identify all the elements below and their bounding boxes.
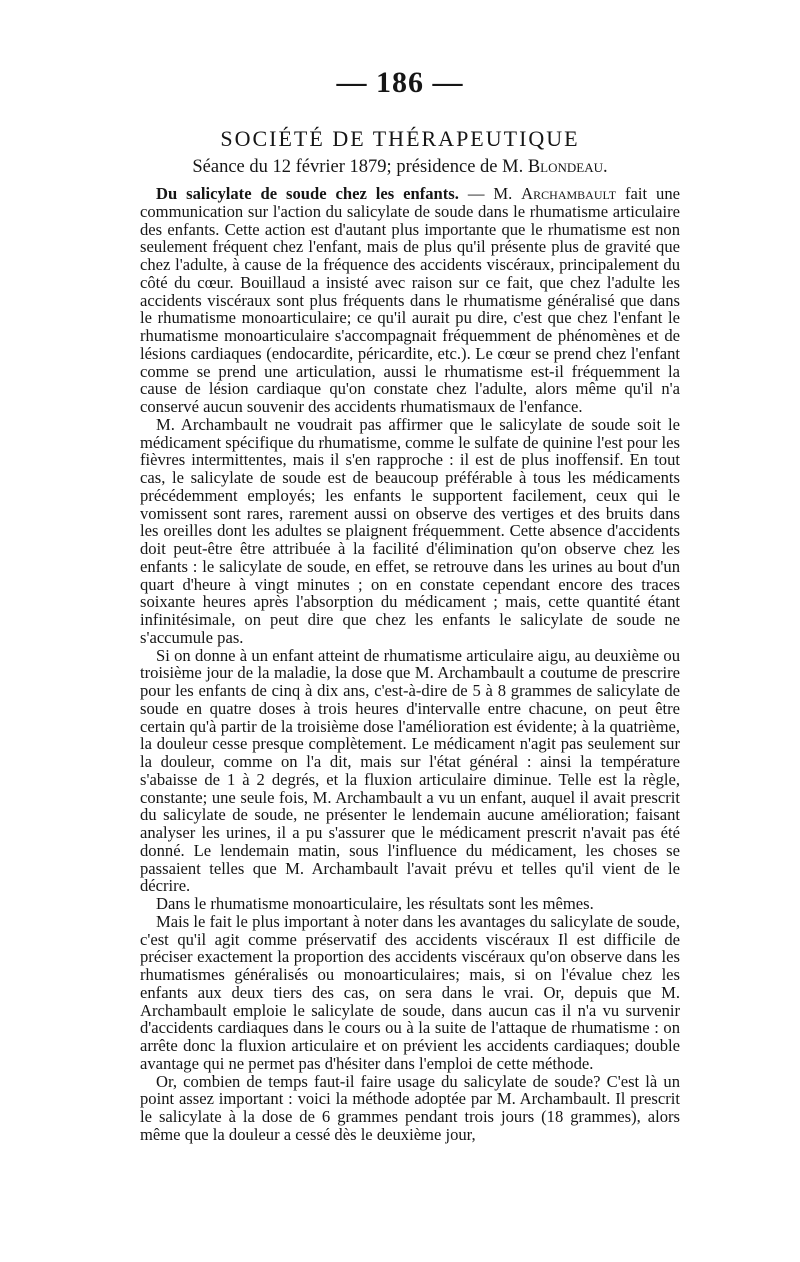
paragraph-5: Mais le fait le plus important à noter dans les avantages du salicylate de soude, c'est qu'il agit comme préservatif des accidents viscéraux Il est difficile de préciser exactement la proportion des accidents viscéraux qu'on observe dans les rhumatismes généralisés ou monoarticulaires; mais, si on l'évalue chez les enfants aux deux tiers des cas, on sera dans le vrai. Or, depuis que M. Archambault emploie le salicylate de soude, dans aucun cas il n'a vu survenir d'accidents cardiaques dans le cours ou à la suite de l'attaque de rhumatisme : on arrête donc la fluxion articulaire et on prévient les accidents cardiaques; double avantage qui ne permet pas d'hésiter dans l'emploi de cette méthode. <box>140 911 680 1073</box>
paragraph-3: Si on donne à un enfant atteint de rhumatisme articulaire aigu, au deuxième ou troisième jour de la maladie, la dose que M. Archambault a coutume de prescrire pour les enfants de cinq à dix ans, c'est-à-dire de 5 à 8 grammes de salicylate de soude en quatre doses à trois heures d'intervalle entre chacune, on peut être certain qu'à partir de la troisième dose l'amélioration est évidente; à la quatrième, la douleur cesse presque complètement. Le médicament n'agit pas seulement sur la douleur, comme on l'a dit, mais sur l'état général : ainsi la température s'abaisse de 1 à 2 degrés, et la fluxion articulaire diminue. Telle est la règle, constante; une seule fois, M. Archambault a vu un enfant, auquel il avait prescrit du salicylate de soude, ne présenter le lendemain aucune amélioration; faisant analyser les urines, il a pu s'assurer que le médicament prescrit n'avait pas été donné. Le lendemain matin, sous l'influence du médicament, les choses se passaient telles que M. Archambault l'avait prévu et telles qu'il vient de le décrire. <box>140 645 680 896</box>
article-body <box>140 185 680 1144</box>
session-president: Blondeau. <box>527 157 608 177</box>
page-number: — 186 — <box>336 66 464 99</box>
paragraph-1 <box>140 185 680 416</box>
title-dash: — M. <box>458 184 522 203</box>
paragraph-1-text: fait une communication sur l'action du salicylate de soude dans le rhumatisme articulaire des enfants. Cette action est d'autant plus importante que le rhumatisme est non seulement fréquent chez l'enfant, mais de plus qu'il présente plus de gravité que chez l'adulte, à cause de la fréquence des accidents viscéraux, principalement du côté du cœur. Bouillaud a insisté avec raison sur ce fait, que chez l'adulte les accidents viscéraux sont plus fréquents dans le rhumatisme généralisé que dans le rhumatisme monoarticulaire; ce qu'il aurait pu dire, c'est que chez l'enfant le rhumatisme monoarticulaire s'accompagnait fréquemment de phénomènes et de lésions cardiaques (endocardite, péricardite, etc.). Le cœur se prend chez l'enfant comme se prend une articulation, aussi le rhumatisme est-il fréquemment la cause de lésion cardiaque qu'on constate chez l'adulte, alors même qu'il n'a conservé aucun souvenir des accidents rhumatismaux de l'enfance. <box>140 184 680 416</box>
session-line <box>0 157 800 178</box>
article-title: Du salicylate de soude chez les enfants. <box>156 184 459 203</box>
session-prefix: Séance du 12 février 1879; présidence de M. <box>192 157 524 177</box>
paragraph-4: Dans le rhumatisme monoarticulaire, les résultats sont les mêmes. <box>156 894 594 913</box>
paragraph-6: Or, combien de temps faut-il faire usage du salicylate de soude? C'est là un point assez important : voici la méthode adoptée par M. Archambault. Il prescrit le salicylate à la dose de 6 grammes pendant trois jours (18 grammes), alors même que la douleur a cessé dès le deuxième jour, <box>140 1071 680 1144</box>
article-author: Archambault <box>521 184 617 203</box>
paragraph-2: M. Archambault ne voudrait pas affirmer que le salicylate de soude soit le médicament spécifique du rhumatisme, comme le sulfate de quinine l'est pour les fièvres intermittentes, mais il s'en rapproche : il est de plus inoffensif. En tout cas, le salicylate de soude est de beaucoup préférable à tous les médicaments précédemment employés; les enfants le supportent facilement, ceux qui le vomissent sont rares, rarement aussi on observe des vertiges et des bruits dans les oreilles dont les adultes se plaignent fréquemment. Cette absence d'accidents doit peut-être être attribuée à la facilité d'élimination qu'on observe chez les enfants : le salicylate de soude, en effet, se retrouve dans les urines au bout d'un quart d'heure à vingt minutes ; on en constate cependant encore des traces soixante heures après l'absorption du médicament ; mais, cette quantité étant infinitésimale, on peut dire que chez les enfants le salicylate de soude ne s'accumule pas. <box>140 414 680 647</box>
society-heading: SOCIÉTÉ DE THÉRAPEUTIQUE <box>220 126 580 151</box>
